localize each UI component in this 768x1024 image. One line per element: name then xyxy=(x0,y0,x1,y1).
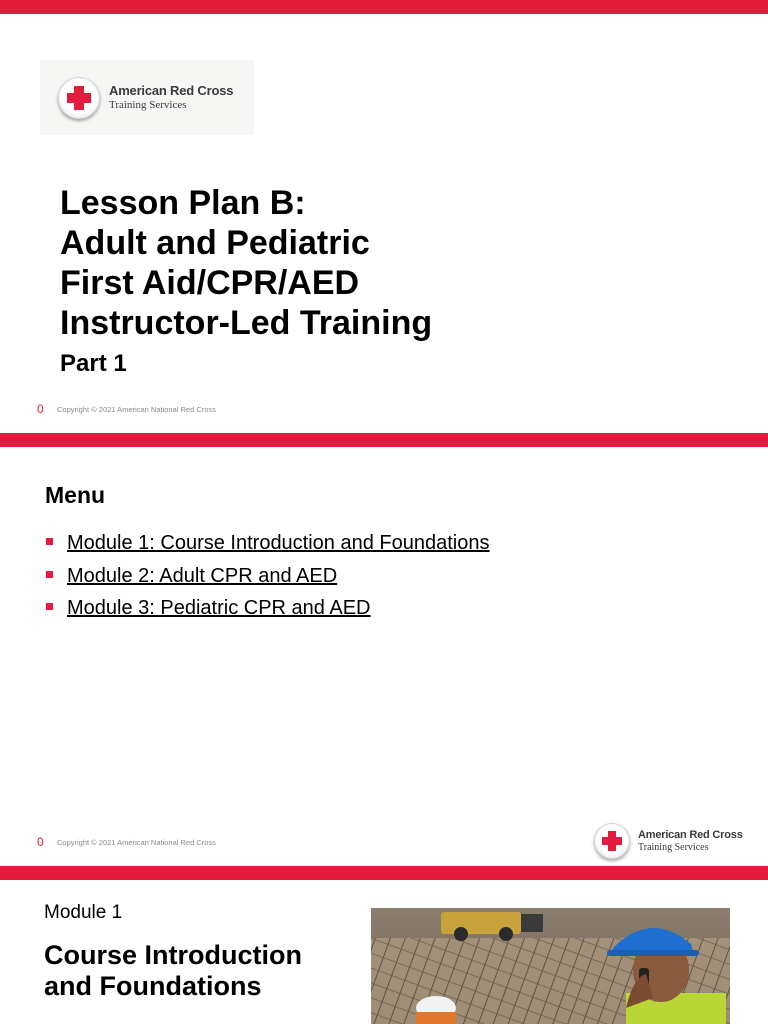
lesson-title xyxy=(60,183,432,343)
bullet-icon xyxy=(46,538,53,545)
title-line: Lesson Plan B: xyxy=(60,184,306,222)
slide-divider xyxy=(0,866,768,880)
module-1-link[interactable]: Module 1: Course Introduction and Foundations xyxy=(67,532,490,554)
red-cross-icon xyxy=(594,823,630,859)
slide-number: 0 xyxy=(37,402,44,416)
bullet-icon xyxy=(46,603,53,610)
title-line: Instructor-Led Training xyxy=(60,304,433,342)
module-title xyxy=(44,940,302,1002)
copyright-text: Copyright © 2021 American National Red Cross xyxy=(57,838,216,847)
logo-brand-name: American Red Cross xyxy=(638,829,743,842)
lesson-subtitle: Part 1 xyxy=(60,350,127,377)
module-1-slide xyxy=(0,880,768,1024)
logo-brand-sub: Training Services xyxy=(109,98,187,111)
logo-brand-sub: Training Services xyxy=(638,841,709,853)
module-3-link[interactable]: Module 3: Pediatric CPR and AED xyxy=(67,597,371,619)
title-line: First Aid/CPR/AED xyxy=(60,264,360,302)
title-slide xyxy=(0,0,768,433)
logo-brand-name: American Red Cross xyxy=(109,83,234,99)
slide-divider xyxy=(0,433,768,447)
module-label: Module 1 xyxy=(44,902,123,923)
module-2-link[interactable]: Module 2: Adult CPR and AED xyxy=(67,564,338,587)
menu-slide xyxy=(0,447,768,866)
title-line: Adult and Pediatric xyxy=(60,224,370,262)
construction-worker-photo xyxy=(371,908,730,1024)
slide-number: 0 xyxy=(37,835,44,849)
module-title-line: and Foundations xyxy=(44,971,262,1001)
module-title-line: Course Introduction xyxy=(44,940,302,970)
slide-top-accent xyxy=(0,0,768,14)
red-cross-logo xyxy=(40,60,254,135)
red-cross-logo-small xyxy=(594,823,743,859)
menu-heading: Menu xyxy=(45,482,106,508)
bullet-icon xyxy=(46,571,53,578)
copyright-text: Copyright © 2021 American National Red Cross xyxy=(57,405,216,414)
red-cross-icon xyxy=(58,77,100,119)
